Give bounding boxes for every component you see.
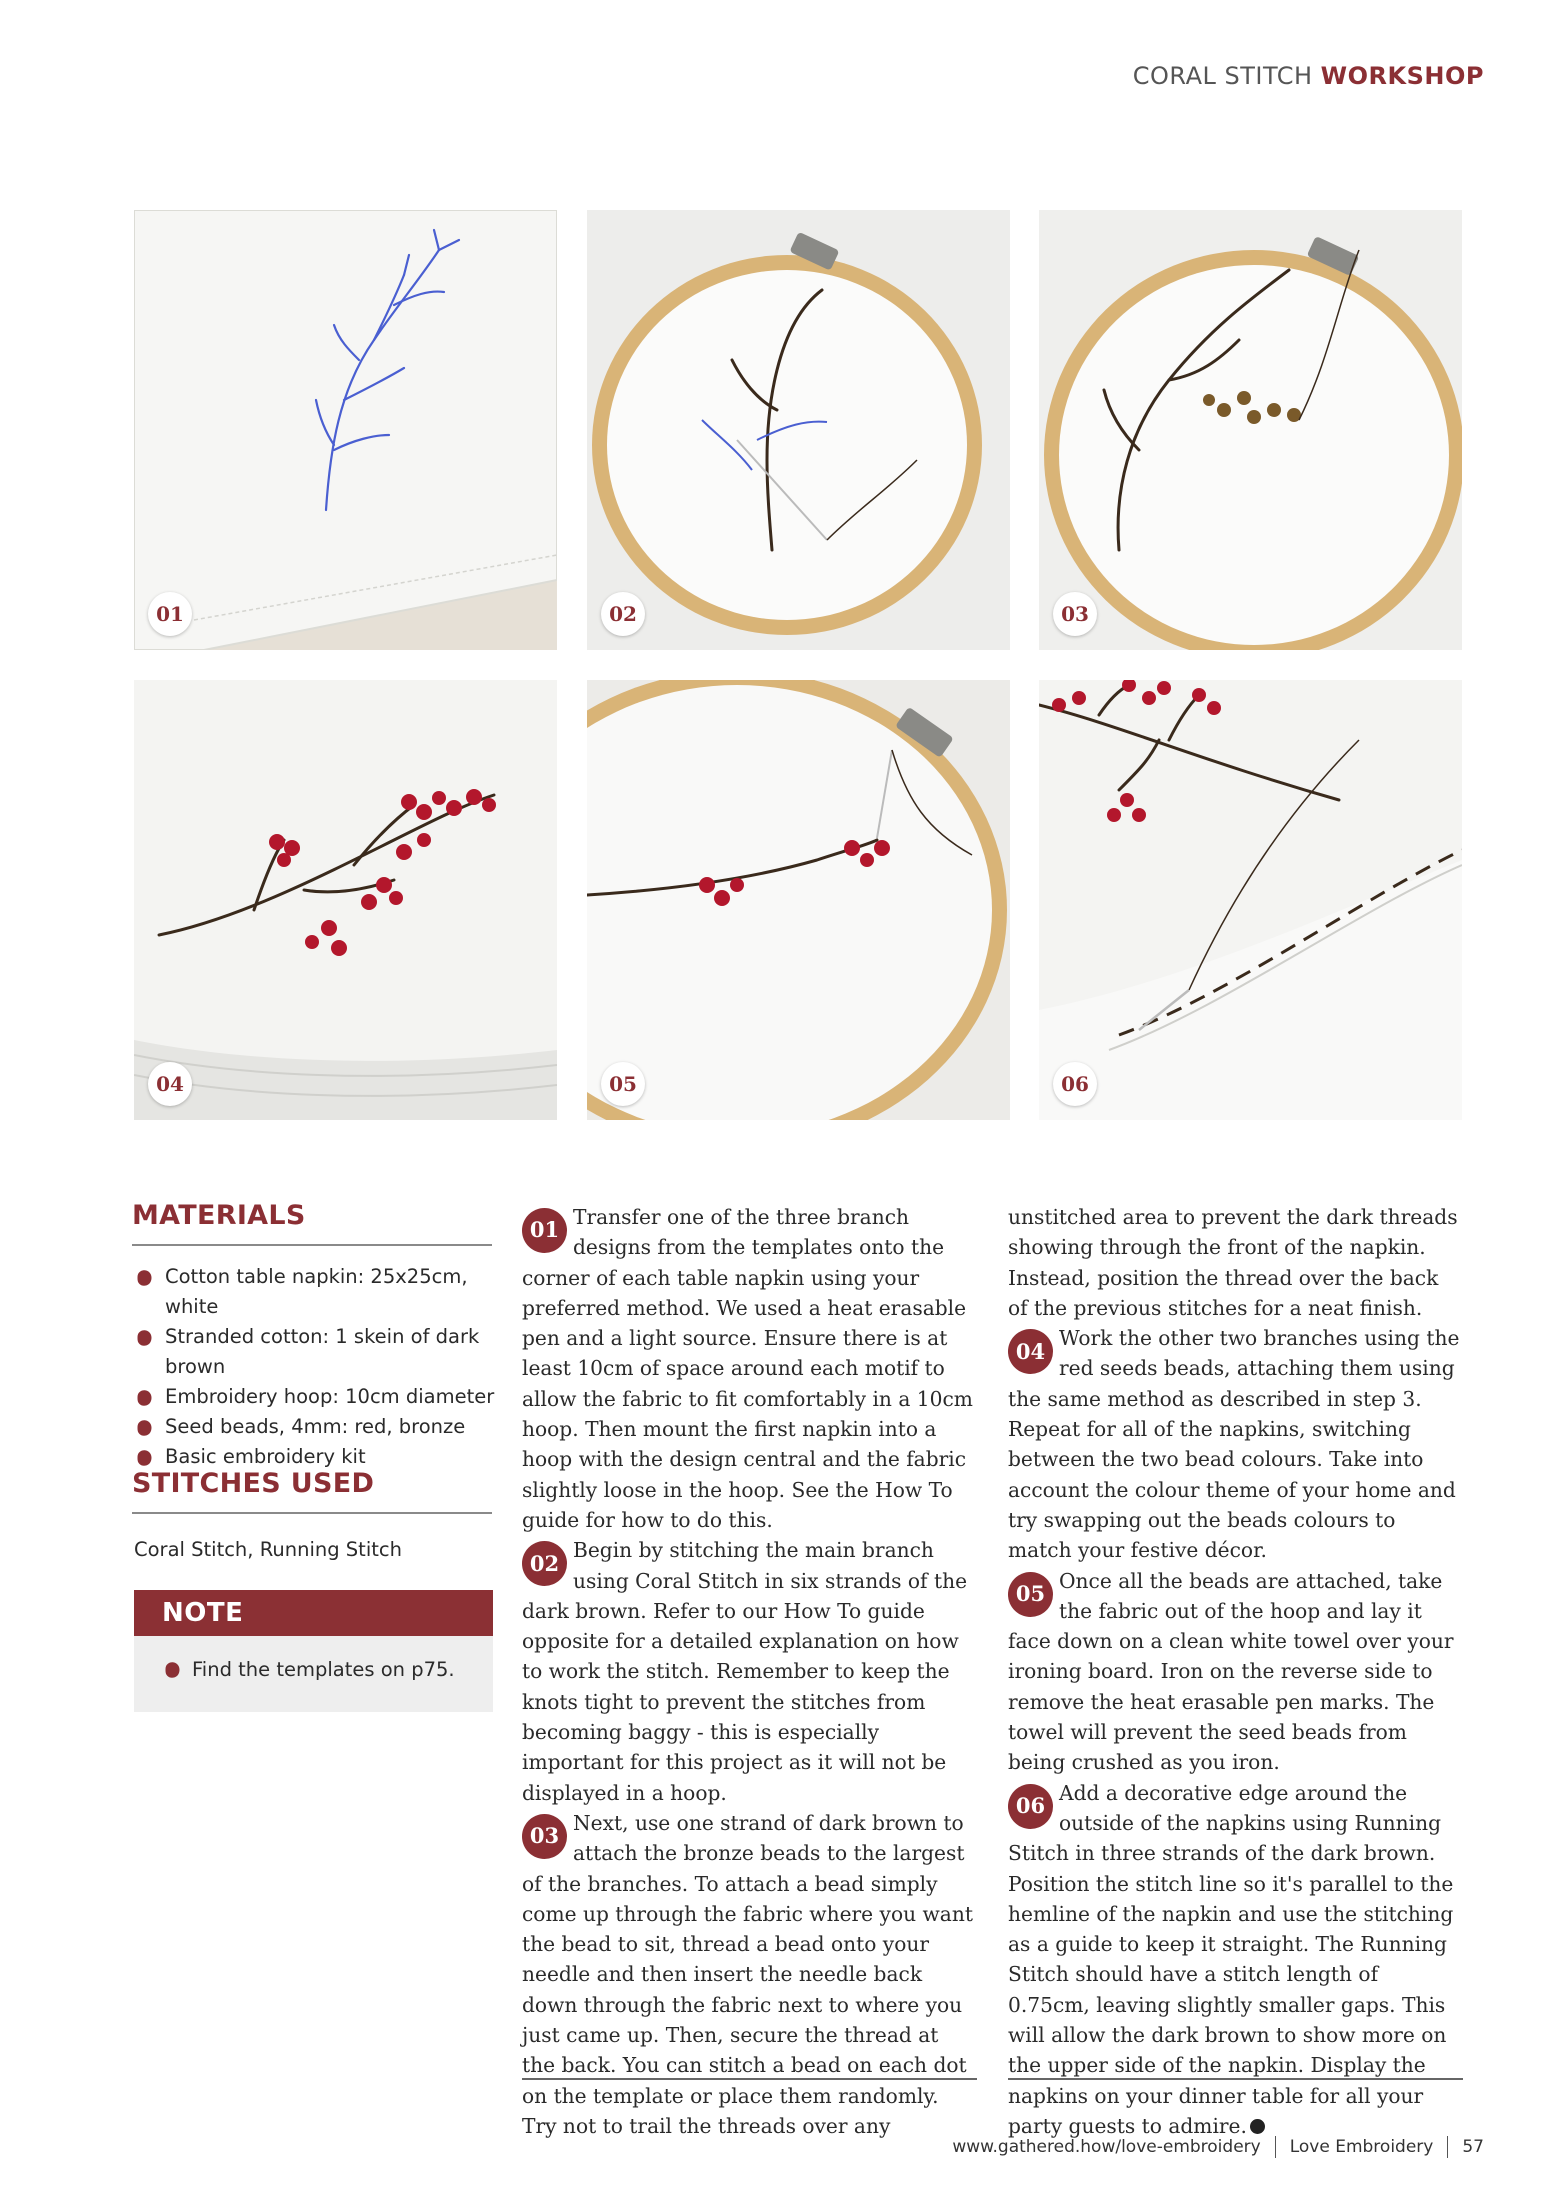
page-number: 57 xyxy=(1462,2137,1484,2157)
photo-hoop-stitching xyxy=(587,210,1010,650)
column-1-end-rule xyxy=(522,2078,977,2080)
footer-divider xyxy=(1447,2136,1448,2158)
materials-divider xyxy=(132,1244,492,1246)
stitches-divider xyxy=(132,1512,492,1514)
step-03: 03 Next, use one strand of dark brown to attach the bronze beads to the largest of the branches. To attach a bead simply come up through the fabric where you want the bead to sit, thread a bead onto your needle and then insert the needle back down through the fabric next to where you just came up. Then, secure the thread at the back. You can stitch a bead on each dot on the template or place them randomly. Try not to trail the threads over any xyxy=(522,1810,973,2138)
step-03-continued: unstitched area to prevent the dark threads showing through the front of the napkin. Instead, position the thread over the back of the previous stitches for a neat finish. xyxy=(1008,1205,1458,1320)
photo-hoop-red-beads xyxy=(587,680,1010,1120)
list-item: Seed beads, 4mm: red, bronze xyxy=(134,1412,504,1442)
bead-bullet-icon xyxy=(162,1660,183,1680)
step-photo-05 xyxy=(587,680,1010,1120)
footer-divider xyxy=(1275,2136,1276,2158)
bead-bullet-icon xyxy=(134,1388,155,1408)
column-2-end-rule xyxy=(1008,2078,1463,2080)
note-item xyxy=(162,1658,493,1681)
list-item: Embroidery hoop: 10cm diameter xyxy=(134,1382,504,1412)
step-05: 05 Once all the beads are attached, take the fabric out of the hoop and lay it face down on a clean white towel over your ironing board. Iron on the reverse side to remove the heat erasable pen marks. The towel will prevent the seed beads from being crushed as you iron. xyxy=(1008,1568,1454,1775)
photo-running-stitch-edge xyxy=(1039,680,1462,1120)
step-04: 04 Work the other two branches using the red seeds beads, attaching them using the same method as described in step 3. Repeat for all of the napkins, switching between the two bead colours. Take into account the colour theme of your home and try swapping out the beads colours to match your festive décor. xyxy=(1008,1326,1460,1563)
stitches-text: Coral Stitch, Running Stitch xyxy=(134,1538,402,1561)
photo-number-badge: 04 xyxy=(148,1062,192,1106)
section-header xyxy=(1133,62,1484,90)
photo-hoop-bronze-beads xyxy=(1039,210,1462,650)
header-light: CORAL STITCH xyxy=(1132,62,1321,90)
photo-number-badge: 06 xyxy=(1053,1062,1097,1106)
page-footer xyxy=(952,2136,1484,2158)
materials-list xyxy=(134,1262,504,1472)
note-box xyxy=(134,1590,493,1712)
step-number-badge: 06 xyxy=(1008,1784,1053,1829)
bead-bullet-icon xyxy=(134,1268,155,1288)
step-photo-01 xyxy=(134,210,557,650)
list-item: Cotton table napkin: 25x25cm, white xyxy=(134,1262,504,1322)
step-photo-06 xyxy=(1039,680,1462,1120)
photo-number-badge: 01 xyxy=(148,592,192,636)
step-number-badge: 03 xyxy=(522,1814,567,1859)
instructions-column-1 xyxy=(522,1202,977,2141)
step-02: 02 Begin by stitching the main branch using Coral Stitch in six strands of the dark brown. Refer to our How To guide opposite for a detailed explanation on how to work the stitch. Remember to keep the knots tight to prevent the stitches from becoming baggy - this is especially important for this project as it will not be displayed in a hoop. xyxy=(522,1538,968,1805)
end-mark-icon xyxy=(1250,2119,1265,2134)
list-item: Stranded cotton: 1 skein of dark brown xyxy=(134,1322,504,1382)
step-photo-02 xyxy=(587,210,1010,650)
note-heading: NOTE xyxy=(134,1590,493,1636)
bead-bullet-icon xyxy=(134,1418,155,1438)
step-number-badge: 02 xyxy=(522,1541,567,1586)
stitches-heading: STITCHES USED xyxy=(132,1468,375,1499)
photo-napkins-red-beads xyxy=(134,680,557,1120)
instructions-column-2 xyxy=(1008,1202,1463,2141)
note-text: Find the templates on p75. xyxy=(192,1658,455,1681)
photo-napkin-drawing xyxy=(134,210,557,650)
step-number-badge: 01 xyxy=(522,1208,567,1253)
header-bold: WORKSHOP xyxy=(1320,62,1484,90)
step-photo-03 xyxy=(1039,210,1462,650)
step-number-badge: 05 xyxy=(1008,1572,1053,1617)
step-01: 01 Transfer one of the three branch designs from the templates onto the corner of each table napkin using your preferred method. We used a heat erasable pen and a light source. Ensure there is at least 10cm of space around each motif to allow the fabric to fit comfortably in a 10cm hoop. Then mount the first napkin into a hoop with the design central and the fabric slightly loose in the hoop. See the How To guide for how to do this. xyxy=(522,1205,973,1532)
footer-url[interactable]: www.gathered.how/love-embroidery xyxy=(952,2137,1261,2157)
photo-number-badge: 05 xyxy=(601,1062,645,1106)
step-number-badge: 04 xyxy=(1008,1329,1053,1374)
materials-heading: MATERIALS xyxy=(132,1200,306,1231)
bead-bullet-icon xyxy=(134,1328,155,1348)
step-06: 06 Add a decorative edge around the outside of the napkins using Running Stitch in three strands of the dark brown. Position the stitch line so it's parallel to the hemline of the napkin and use the stitching as a guide to keep it straight. The Running Stitch should have a stitch length of 0.75cm, leaving slightly smaller gaps. This will allow the dark brown to show more on the upper side of the napkin. Display the napkins on your dinner table for all your party guests to admire. xyxy=(1008,1780,1454,2138)
footer-magazine: Love Embroidery xyxy=(1289,2137,1434,2157)
step-photo-04 xyxy=(134,680,557,1120)
bead-bullet-icon xyxy=(134,1448,155,1468)
photo-number-badge: 03 xyxy=(1053,592,1097,636)
photo-number-badge: 02 xyxy=(601,592,645,636)
list-item: Basic embroidery kit xyxy=(134,1442,504,1472)
